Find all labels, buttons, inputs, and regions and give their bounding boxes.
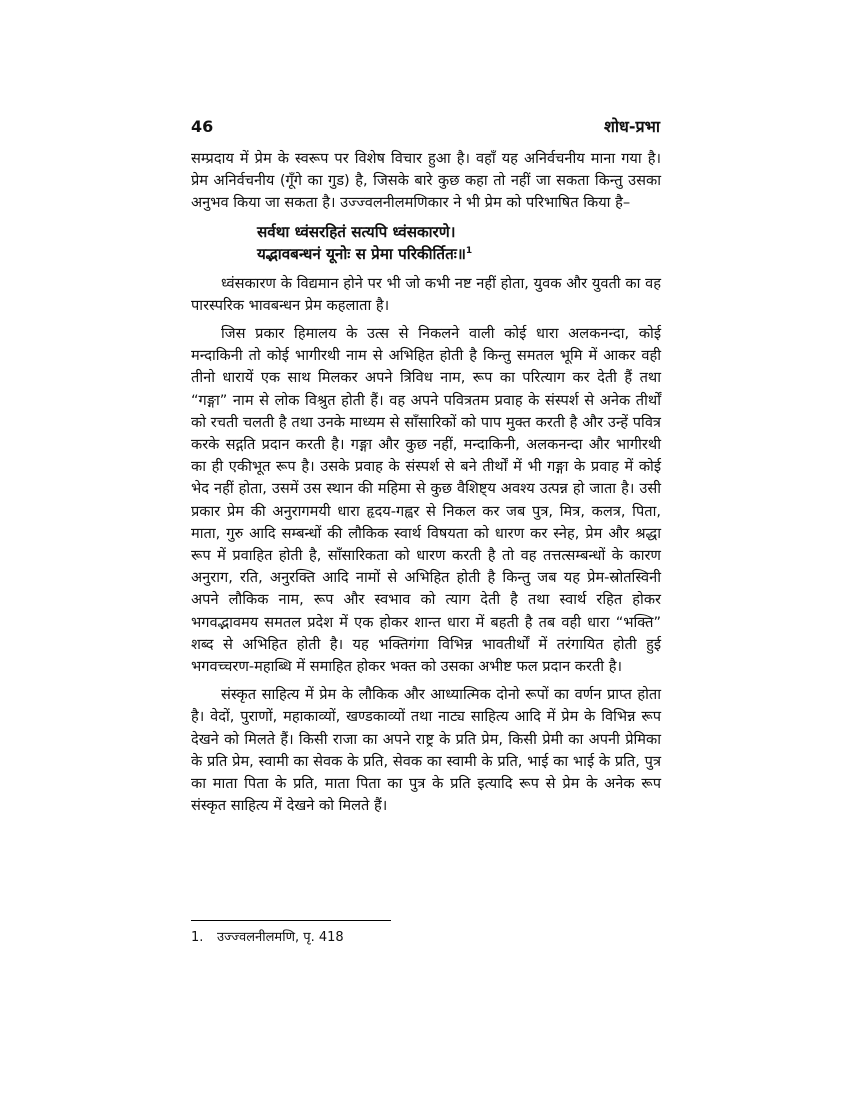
verse-line-2-text: यद्भावबन्धनं यूनोः स प्रेमा परिकीर्तितः॥ xyxy=(257,244,466,263)
footnote xyxy=(191,928,344,948)
footnote-text: उज्ज्वलनीलमणि, पृ. 418 xyxy=(217,930,344,945)
body-text xyxy=(191,148,661,823)
page-number: 46 xyxy=(191,116,214,136)
paragraph-1: सम्प्रदाय में प्रेम के स्वरूप पर विशेष विचार हुआ है। वहाँ यह अनिर्वचनीय माना गया है। प्रेम अनिर्वचनीय (गूँगे का गुड) है, जिसके बारे कुछ कहा तो नहीं जा सकता किन्तु उसका अनुभव किया जा सकता है। उज्ज्वलनीलमणिकार ने भी प्रेम को परिभाषित किया है– xyxy=(191,150,661,212)
paragraph-3: जिस प्रकार हिमालय के उत्स से निकलने वाली कोई धारा अलकनन्दा, कोई मन्दाकिनी तो कोई भागीरथी नाम से अभिहित होती है किन्तु समतल भूमि में आकर वही तीनो धारायें एक साथ मिलकर अपने त्रिविध नाम, रूप का परित्याग कर देती हैं तथा “गङ्गा” नाम से लोक विश्रुत होती हैं। वह अपने पवित्रतम प्रवाह के संस्पर्श से अनेक तीर्थों को रचती चलती है तथा उनके माध्यम से साँसारिकों को पाप मुक्त करती है और उन्हें पवित्र करके सद्गति प्रदान करती है। गङ्गा और कुछ नहीं, मन्दाकिनी, अलकनन्दा और भागीरथी का ही एकीभूत रूप है। उसके प्रवाह के संस्पर्श से बने तीर्थों में भी गङ्गा के प्रवाह में कोई भेद नहीं होता, उसमें उस स्थान की महिमा से कुछ वैशिष्ट्य अवश्य उत्पन्न हो जाता है। उसी प्रकार प्रेम की अनुरागमयी धारा हृदय-गह्वर से निकल कर जब पुत्र, मित्र, कलत्र, पिता, माता, गुरु आदि सम्बन्धों की लौकिक स्वार्थ विषयता को धारण कर स्नेह, प्रेम और श्रद्धा रूप में प्रवाहित होती है, साँसारिकता को धारण करती है तो वह तत्तत्सम्बन्धों के कारण अनुराग, रति, अनुरक्ति आदि नामों से अभिहित होती है किन्तु जब यह प्रेम-स्रोतस्विनी अपने लौकिक नाम, रूप और स्वभाव को त्याग देती है तथा स्वार्थ रहित होकर भगवद्भावमय समतल प्रदेश में एक होकर शान्त धारा में बहती है तब वही धारा “भक्ति” शब्द से अभिहित होती है। यह भक्तिगंगा विभिन्न भावतीर्थों में तरंगायित होती हुई भगवच्चरण-महाब्धि में समाहित होकर भक्त को उसका अभीष्ट फल प्रदान करती है। xyxy=(191,325,661,676)
verse-line-2 xyxy=(257,243,661,265)
footnote-number: 1. xyxy=(191,930,204,945)
verse-line-1: सर्वथा ध्वंसरहितं सत्यपि ध्वंसकारणे। xyxy=(257,222,456,241)
paragraph-2: ध्वंसकारण के विद्यमान होने पर भी जो कभी नष्ट नहीं होता, युवक और युवती का वह पारस्परिक भावबन्धन प्रेम कहलाता है। xyxy=(191,274,661,314)
sanskrit-verse xyxy=(191,221,661,265)
paragraph-4: संस्कृत साहित्य में प्रेम के लौकिक और आध्यात्मिक दोनो रूपों का वर्णन प्राप्त होता है। वेदों, पुराणों, महाकाव्यों, खण्डकाव्यों तथा नाट्य साहित्य आदि में प्रेम के विभिन्न रूप देखने को मिलते हैं। किसी राजा का अपने राष्ट्र के प्रति प्रेम, किसी प्रेमी का अपनी प्रेमिका के प्रति प्रेम, स्वामी का सेवक के प्रति, सेवक का स्वामी के प्रति, भाई का भाई के प्रति, पुत्र का माता पिता के प्रति, माता पिता का पुत्र के प्रति इत्यादि रूप से प्रेम के अनेक रूप संस्कृत साहित्य में देखने को मिलते हैं। xyxy=(191,686,661,815)
footnote-divider xyxy=(191,920,391,921)
journal-title: शोध-प्रभा xyxy=(603,117,660,136)
page-header xyxy=(191,112,660,140)
footnote-marker: 1 xyxy=(465,245,473,256)
